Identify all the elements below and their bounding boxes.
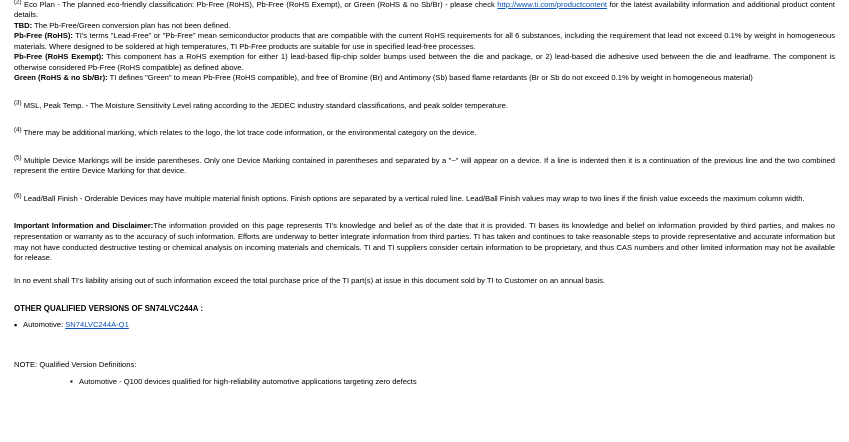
footnote-2-lead-after: for the latest availability information and additional product content details. (14, 0, 835, 20)
other-version-label: Automotive: (23, 320, 66, 329)
list-item (70, 377, 835, 388)
footnote-2-text (14, 0, 835, 21)
bullet-icon: ▪ (70, 377, 73, 387)
footnote-5-marker: (5) (14, 154, 22, 162)
qualified-version-definitions (0, 360, 849, 388)
disclaimer-title: Important Information and Disclaimer: (14, 221, 154, 231)
footnote-2 (0, 0, 849, 84)
liability-statement (0, 276, 849, 287)
footnote-6-text (14, 194, 835, 204)
other-version-entry (23, 320, 129, 331)
footnote-5-body: Multiple Device Markings will be inside parentheses. Only one Device Marking contained in parentheses and separated by a "~" will appear on a device. If a line is indented then it is a continuation of the previous line and the two combined represent the entire Device Marking for that device. (14, 155, 835, 176)
footnote-2-green-text: TI defines "Green" to mean Pb-Free (RoHS compatible), and free of Bromine (Br) and Antimony (Sb) based flame retardants (Br or Sb do not exceed 0.1% by weight in homogeneous material) (107, 73, 753, 83)
liability-text: In no event shall TI's liability arising out of such information exceed the total purchase price of the TI part(s) at issue in this document sold by TI to Customer on an annual basis. (14, 276, 606, 286)
bullet-icon: ▪ (14, 320, 18, 330)
spacer (14, 370, 835, 377)
footnote-2-pbfree-rohs-label: Pb-Free (RoHS): (14, 31, 73, 41)
list-item (14, 320, 835, 331)
footnote-2-pbfree-exempt (14, 52, 835, 73)
footnote-3-body: MSL, Peak Temp. - The Moisture Sensitivity Level rating according to the JEDEC industry standard classifications, and peak solder temperature. (23, 100, 508, 110)
spacer (0, 348, 849, 360)
spacer (0, 331, 849, 348)
other-qualified-versions (0, 304, 849, 331)
disclaimer-paragraph (14, 221, 835, 264)
footnote-2-pbfree-rohs-text: TI's terms "Lead-Free" or "Pb-Free" mean semiconductor products that are compatible with the current RoHS requirements for all 6 substances, including the requirement that lead not exceed 0.1% by weight in homogeneous materials. Where designed to be soldered at high temperatures, TI Pb-Free products are suitable for use in specified lead-free processes. (14, 31, 835, 51)
other-versions-heading: OTHER QUALIFIED VERSIONS OF SN74LVC244A : (14, 304, 203, 313)
footnote-3-text (14, 101, 835, 111)
footnote-3 (0, 101, 849, 111)
footnote-2-tbd (14, 21, 835, 31)
note-heading: NOTE: Qualified Version Definitions: (14, 359, 137, 369)
automotive-part-link[interactable]: SN74LVC244A-Q1 (65, 320, 129, 329)
footnote-4-text (14, 128, 835, 138)
footnote-2-lead: Eco Plan - The planned eco-friendly classification: Pb-Free (RoHS), Pb-Free (RoHS Exempt), or Green (RoHS & no Sb/Br) - please check (24, 0, 498, 9)
product-content-link[interactable]: http://www.ti.com/productcontent (497, 0, 608, 9)
spacer (0, 111, 849, 128)
footnote-4-body: There may be additional marking, which relates to the logo, the lot trace code information, or the environmental category on the device. (23, 128, 477, 138)
note-item-text: Automotive - Q100 devices qualified for high-reliability automotive applications targeting zero defects (79, 377, 417, 387)
spacer (0, 139, 849, 156)
footnote-2-green (14, 73, 835, 83)
footnote-6-marker: (6) (14, 192, 22, 200)
footnote-4-marker: (4) (14, 126, 22, 134)
footnote-2-marker: (2) (14, 0, 22, 6)
spacer (0, 177, 849, 194)
footnote-3-marker: (3) (14, 99, 22, 107)
spacer (0, 287, 849, 304)
footnote-2-green-label: Green (RoHS & no Sb/Br): (14, 73, 108, 83)
footnote-6 (0, 194, 849, 204)
spacer (0, 264, 849, 276)
footnote-2-tbd-label: TBD: (14, 20, 33, 30)
disclaimer-body: The information provided on this page represents TI's knowledge and belief as of the date that it is provided. TI bases its knowledge and belief on information provided by third parties, and makes no representation or warranty as to the accuracy of such information. Efforts are underway to better integrate information from third parties. TI has taken and continues to take reasonable steps to provide representative and accurate information but may not have conducted destructive testing or chemical analysis on incoming materials and chemicals. TI and TI suppliers consider certain information to be proprietary, and thus CAS numbers and other limited information may not be available for release. (14, 221, 835, 263)
footnote-6-body: Lead/Ball Finish - Orderable Devices may have multiple material finish options. Finish options are separated by a vertical ruled line. Lead/Ball Finish values may wrap to two lines if the finish value exceeds the maximum column width. (23, 193, 805, 203)
footnote-2-pbfree-exempt-label: Pb-Free (RoHS Exempt): (14, 52, 104, 62)
spacer (0, 204, 849, 221)
footnote-5-text (14, 156, 835, 177)
footnote-5 (0, 156, 849, 177)
spacer (0, 84, 849, 101)
spacer (14, 313, 835, 320)
footnote-2-tbd-text: The Pb-Free/Green conversion plan has not been defined. (32, 20, 231, 30)
important-information-disclaimer (0, 221, 849, 264)
footnote-4 (0, 128, 849, 138)
footnote-2-pbfree-exempt-text: This component has a RoHS exemption for either 1) lead-based flip-chip solder bumps used between the die and package, or 2) lead-based die adhesive used between the die and leadframe. The component is otherwise considered Pb-Free (RoHS compatible) as defined above. (14, 52, 836, 72)
footnote-2-pbfree-rohs (14, 31, 835, 52)
